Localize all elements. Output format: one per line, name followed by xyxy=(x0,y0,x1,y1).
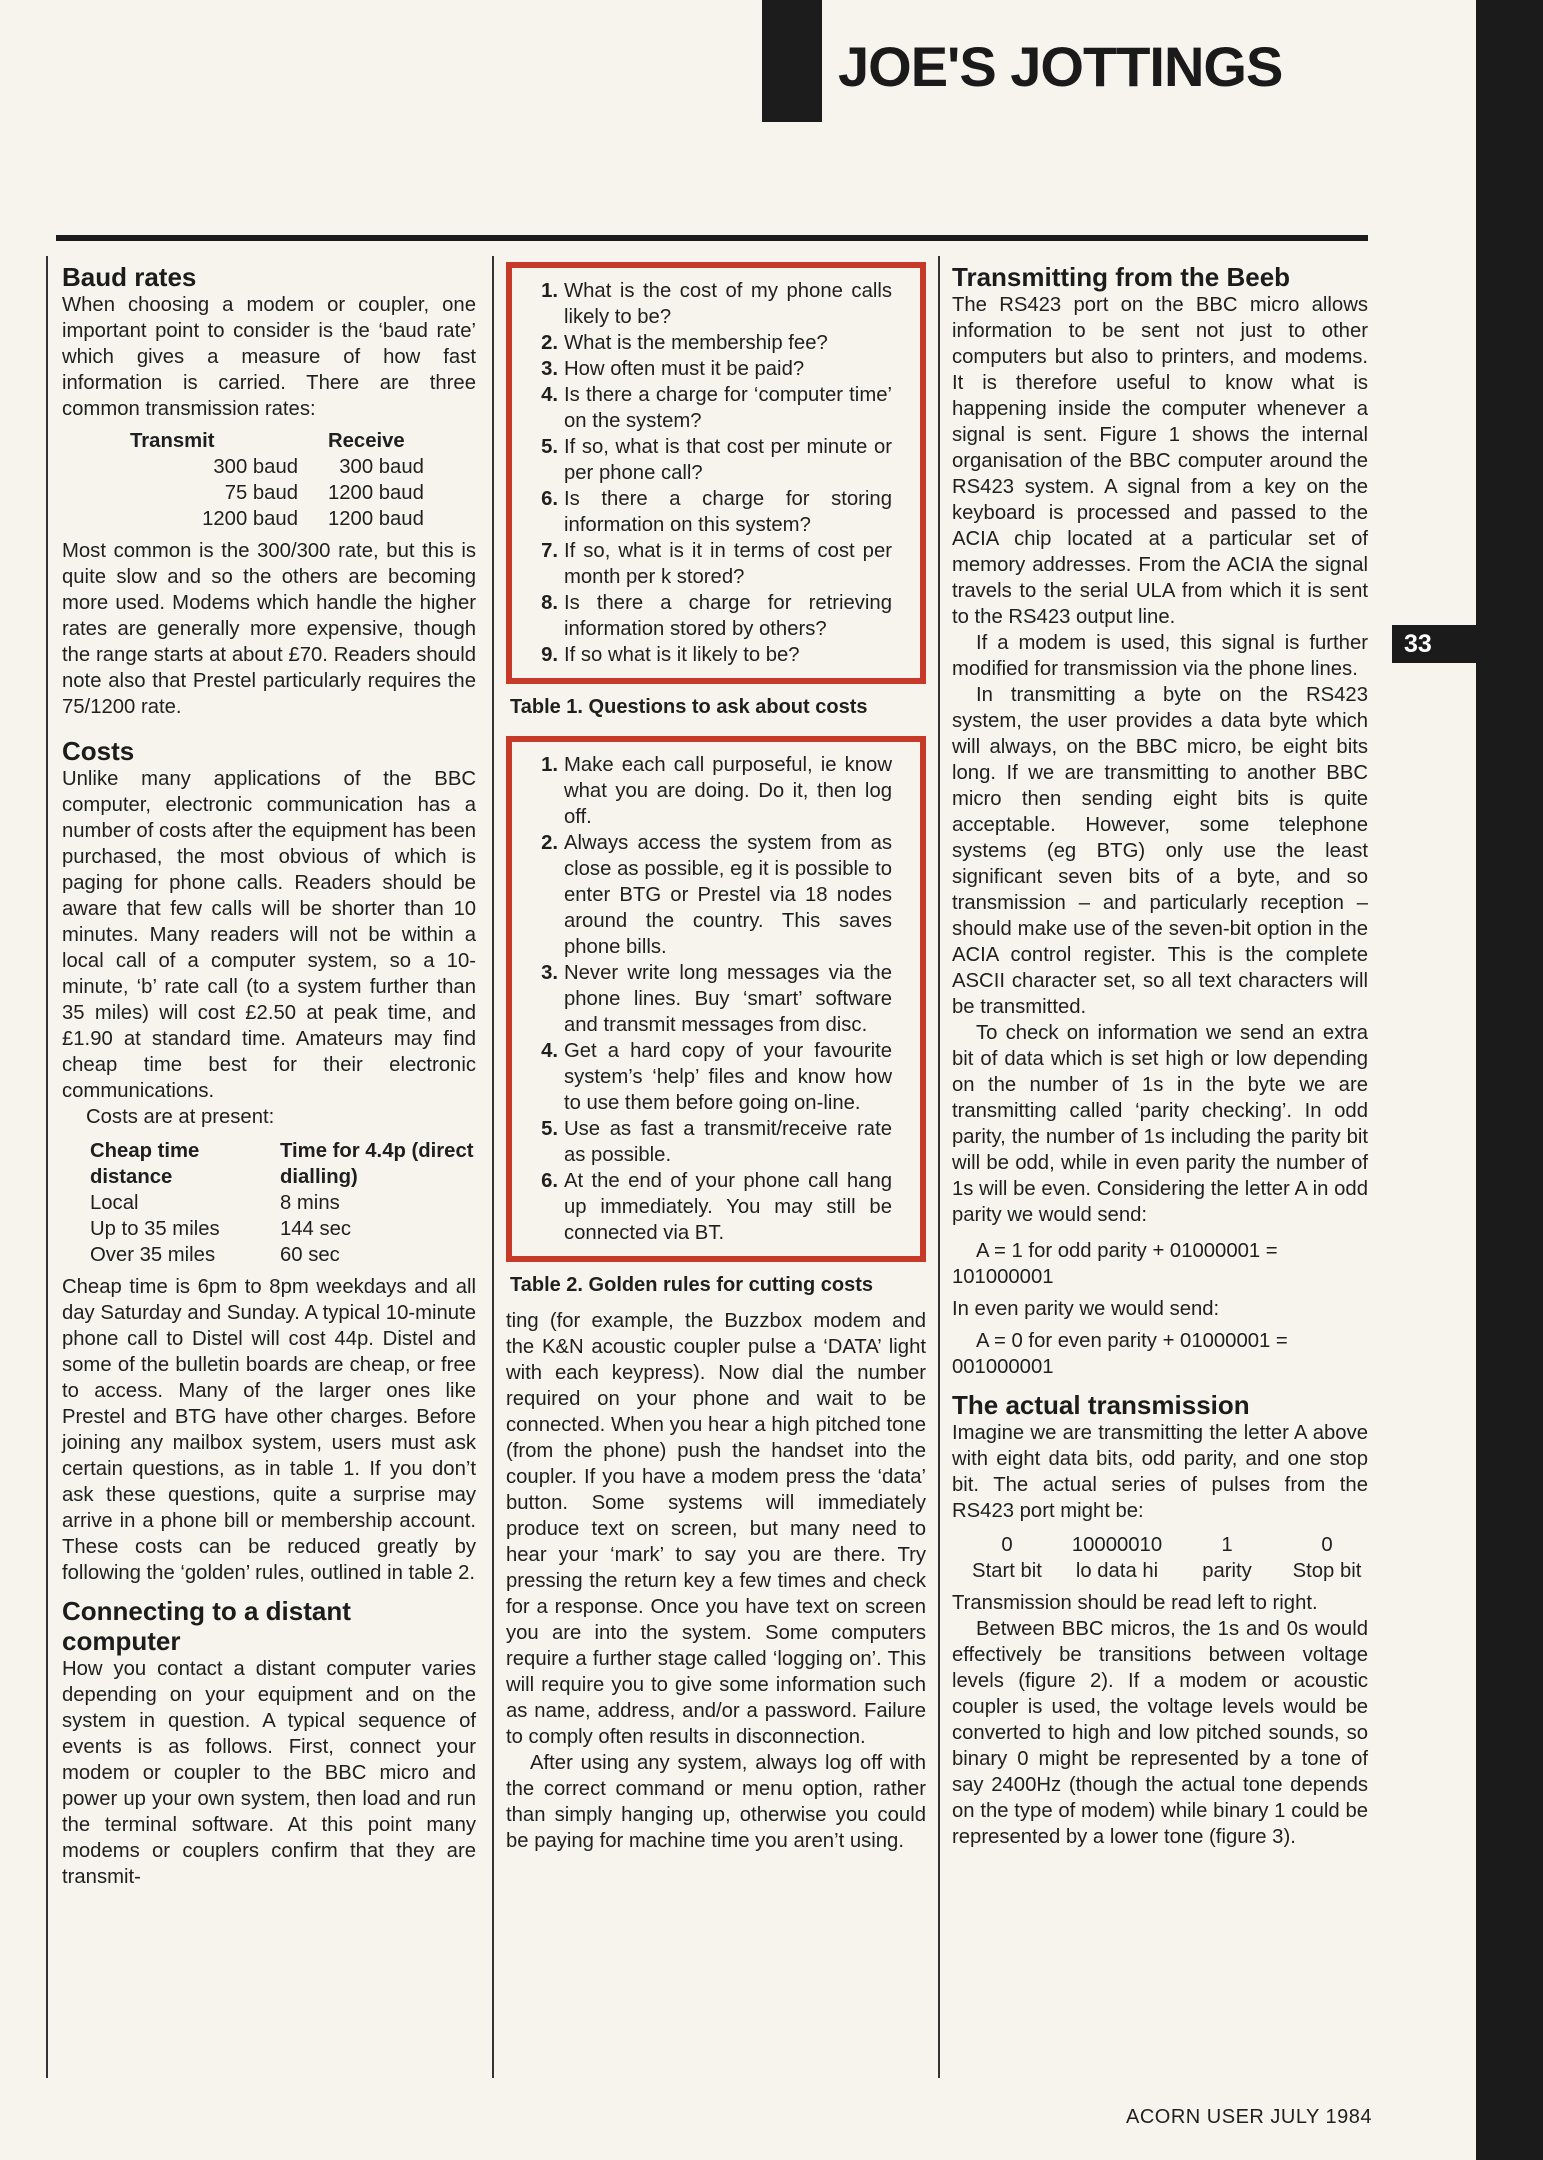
pulse-value: 0 xyxy=(1001,1534,1013,1556)
paragraph: If a modem is used, this signal is further modified for transmission via the phone lines. xyxy=(952,632,1368,680)
page-number: 33 xyxy=(1392,625,1476,663)
list-item: 8. Is there a charge for retrieving information stored by others? xyxy=(541,592,892,640)
table-cell: 75 baud xyxy=(224,482,298,504)
list-item: 2. Always access the system from as close as possible, eg it is possible to enter BTG or Prestel via 18 nodes around the country. This saves phone bills. xyxy=(541,832,892,958)
paragraph: The RS423 port on the BBC micro allows information to be sent not just to other computers but also to printers, and modems. It is therefore useful to know what is happening inside the computer whenever a signal is sent. Figure 1 shows the internal organisation of the BBC computer around the RS423 system. A signal from a key on the keyboard is processed and passed to the ACIA chip located at a particular set of memory addresses. From the ACIA the signal travels to the serial ULA from which it is sent to the RS423 output line. xyxy=(952,294,1368,628)
list-item: 5. Use as fast a transmit/receive rate as possible. xyxy=(541,1118,892,1166)
table-cell: 300 baud xyxy=(213,456,298,478)
pulse-label: Start bit xyxy=(972,1560,1042,1582)
pulse-label: lo data hi xyxy=(1075,1560,1159,1582)
paragraph: To check on information we send an extra bit of data which is set high or low depending on the number of 1s in the byte we are transmitting called ‘parity checking’. In odd parity, the number of 1s including the parity bit will be odd, while in even parity the number of 1s will be even. Considering the letter A in odd parity we would send: xyxy=(952,1022,1368,1226)
page-title: JOE'S JOTTINGS xyxy=(838,35,1283,98)
equation-even-result: 001000001 xyxy=(952,1356,1054,1378)
table-row xyxy=(90,1190,476,1216)
title-block xyxy=(762,0,822,122)
paragraph: In even parity we would send: xyxy=(952,1298,1220,1320)
header-rule xyxy=(56,235,1368,241)
table-row xyxy=(118,506,424,532)
table-header: Time for 4.4p (direct dialling) xyxy=(280,1140,474,1188)
list-item: 3. How often must it be paid? xyxy=(541,358,805,380)
table-cell: 8 mins xyxy=(280,1192,340,1214)
list-item: 1. Make each call purposeful, ie know what you are doing. Do it, then log off. xyxy=(541,754,892,828)
pulse-value: 1 xyxy=(1221,1534,1233,1556)
table-cell: Local xyxy=(90,1192,139,1214)
heading-connecting: Connecting to a distant computer xyxy=(62,1596,351,1656)
table-row xyxy=(90,1216,476,1242)
table-row xyxy=(118,454,424,480)
equation-odd: A = 1 for odd parity + 01000001 = xyxy=(976,1240,1278,1262)
list-item: 4. Get a hard copy of your favourite system’s ‘help’ files and know how to use them before going on-line. xyxy=(541,1040,892,1114)
paragraph: How you contact a distant computer varies depending on your equipment and on the system in question. A typical sequence of events is as follows. First, connect your modem or coupler to the BBC micro and power up your own system, then load and run the terminal software. At this point many modems or couplers confirm that they are transmit- xyxy=(62,1658,476,1888)
column-rule-left xyxy=(46,256,48,2078)
table-1-list xyxy=(528,278,892,668)
table-cell: Over 35 miles xyxy=(90,1244,216,1266)
column-rule-middle xyxy=(492,256,494,2078)
paragraph: ting (for example, the Buzzbox modem and the K&N acoustic coupler pulse a ‘DATA’ light with each keypress). Now dial the number required on your phone and wait to be connected. When you hear a high pitched tone (from the phone) push the handset into the coupler. If you have a modem press the ‘data’ button. Some systems will immediately produce text on screen, but many need to hear your ‘mark’ to say you are there. Try pressing the return key a few times and check for a response. Once you have text on screen you are into the system. Some computers require a further stage called ‘logging on’. This will require you to give some information such as name, address, and/or a password. Failure to comply often results in disconnection. xyxy=(506,1310,926,1748)
equation-odd-result: 101000001 xyxy=(952,1266,1054,1288)
paragraph: Transmission should be read left to right. xyxy=(952,1592,1318,1614)
baud-rates-table xyxy=(118,428,424,532)
table-header: Cheap time distance xyxy=(90,1140,200,1188)
heading-baud-rates: Baud rates xyxy=(62,262,197,292)
column-rule-right xyxy=(938,256,940,2078)
table-cell: 60 sec xyxy=(280,1244,340,1266)
table-header: Transmit xyxy=(130,430,215,452)
heading-actual-transmission: The actual transmission xyxy=(952,1390,1250,1420)
table-header: Receive xyxy=(328,430,405,452)
page-edge-strip xyxy=(1476,0,1543,2160)
table-row xyxy=(90,1242,476,1268)
paragraph: Most common is the 300/300 rate, but this is quite slow and so the others are becoming more used. Modems which handle the higher rates are generally more expensive, though the range starts at about £70. Readers should note also that Prestel particularly requires the 75/1200 rate. xyxy=(62,540,476,718)
list-item: 1. What is the cost of my phone calls likely to be? xyxy=(541,280,892,328)
paragraph: When choosing a modem or coupler, one important point to consider is the ‘baud rate’ which gives a measure of how fast information is carried. There are three common transmission rates: xyxy=(62,294,476,420)
table-2-caption: Table 2. Golden rules for cutting costs xyxy=(510,1274,874,1296)
table-2-box xyxy=(506,736,926,1262)
pulse-value: 0 xyxy=(1321,1534,1333,1556)
table-cell: Up to 35 miles xyxy=(90,1218,220,1240)
pulse-diagram xyxy=(952,1532,1368,1584)
equation-even: A = 0 for even parity + 01000001 = xyxy=(976,1330,1288,1352)
paragraph: Costs are at present: xyxy=(86,1106,275,1128)
table-cell: 300 baud xyxy=(339,456,424,478)
column-2 xyxy=(506,262,926,1854)
column-3 xyxy=(952,262,1368,1850)
table-2-list xyxy=(528,752,892,1246)
column-1 xyxy=(62,262,476,1890)
costs-table xyxy=(90,1138,476,1268)
table-cell: 1200 baud xyxy=(328,482,424,504)
paragraph: Between BBC micros, the 1s and 0s would effectively be transitions between voltage levels (figure 2). If a modem or acoustic coupler is used, the voltage levels would be converted to high and low pitched sounds, so binary 0 might be represented by a tone of say 2400Hz (though the actual tone depends on the type of modem) while binary 1 could be represented by a lower tone (figure 3). xyxy=(952,1618,1368,1848)
pulse-label: Stop bit xyxy=(1292,1560,1362,1582)
list-item: 3. Never write long messages via the phone lines. Buy ‘smart’ software and transmit messages from disc. xyxy=(541,962,892,1036)
list-item: 5. If so, what is that cost per minute or per phone call? xyxy=(541,436,892,484)
list-item: 6. Is there a charge for storing information on this system? xyxy=(541,488,892,536)
heading-transmitting: Transmitting from the Beeb xyxy=(952,262,1291,292)
table-cell: 1200 baud xyxy=(202,508,298,530)
list-item: 7. If so, what is it in terms of cost per month per k stored? xyxy=(541,540,892,588)
table-row xyxy=(118,480,424,506)
heading-costs: Costs xyxy=(62,736,135,766)
paragraph: After using any system, always log off with the correct command or menu option, rather than simply hanging up, otherwise you could be paying for machine time you aren’t using. xyxy=(506,1752,926,1852)
list-item: 4. Is there a charge for ‘computer time’ on the system? xyxy=(541,384,892,432)
pulse-value: 10000010 xyxy=(1071,1534,1163,1556)
table-1-box xyxy=(506,262,926,684)
page-footer: ACORN USER JULY 1984 xyxy=(1126,2106,1373,2128)
table-1-caption: Table 1. Questions to ask about costs xyxy=(510,696,868,718)
paragraph: Cheap time is 6pm to 8pm weekdays and all day Saturday and Sunday. A typical 10-minute phone call to Distel will cost 44p. Distel and some of the bulletin boards are cheap, or free to access. Many of the larger ones like Prestel and BTG have other charges. Before joining any mailbox system, users must ask certain questions, as in table 1. If you don’t ask these questions, quite a surprise may arrive in a phone bill or membership account. These costs can be reduced greatly by following the ‘golden’ rules, outlined in table 2. xyxy=(62,1276,476,1584)
paragraph: In transmitting a byte on the RS423 system, the user provides a data byte which will always, on the BBC micro, be eight bits long. If we are transmitting to another BBC micro then sending eight bits is quite acceptable. However, some telephone systems (eg BTG) only use the least significant seven bits of a byte, and so transmission – and particularly reception – should make use of the seven-bit option in the ACIA control register. This is the complete ASCII character set, so all text characters will be transmitted. xyxy=(952,684,1368,1018)
list-item: 6. At the end of your phone call hang up immediately. You may still be connected via BT. xyxy=(541,1170,892,1244)
pulse-label: parity xyxy=(1202,1560,1252,1582)
paragraph: Unlike many applications of the BBC computer, electronic communication has a number of costs after the equipment has been purchased, the most obvious of which is paging for phone calls. Readers should be aware that few calls will be shorter than 10 minutes. Many readers will not be within a local call of a computer system, so a 10-minute, ‘b’ rate call (to a system further than 35 miles) will cost £2.50 at peak time, and £1.90 at standard time. Amateurs may find cheap time best for their electronic communications. xyxy=(62,768,476,1102)
table-cell: 144 sec xyxy=(280,1218,352,1240)
list-item: 2. What is the membership fee? xyxy=(541,332,828,354)
paragraph: Imagine we are transmitting the letter A above with eight data bits, odd parity, and one stop bit. The actual series of pulses from the RS423 port might be: xyxy=(952,1422,1368,1522)
table-cell: 1200 baud xyxy=(328,508,424,530)
list-item: 9. If so what is it likely to be? xyxy=(541,644,800,666)
